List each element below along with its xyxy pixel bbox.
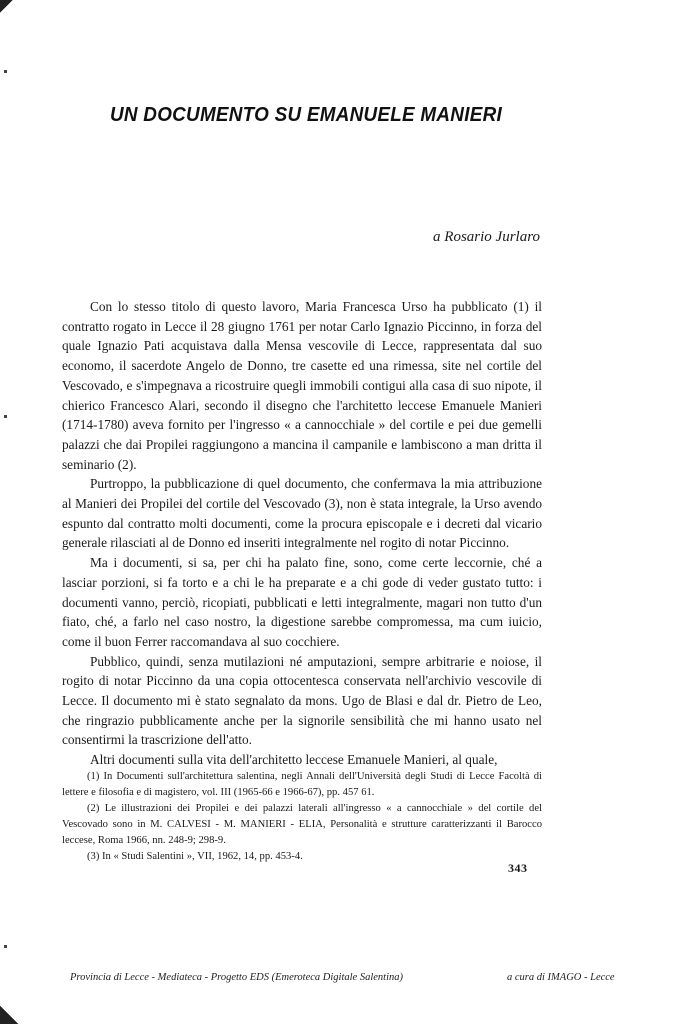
footnotes bbox=[62, 769, 542, 865]
footnote-3: (3) In « Studi Salentini », VII, 1962, 14, pp. 453-4. bbox=[87, 851, 303, 862]
scan-mark bbox=[4, 945, 7, 948]
footer-credit-left: Provincia di Lecce - Mediateca - Progetto EDS (Emeroteca Digitale Salentina) bbox=[70, 972, 403, 983]
page-number: 343 bbox=[508, 861, 528, 875]
scan-edge-top-left bbox=[0, 0, 22, 14]
footnote-1: (1) In Documenti sull'architettura salentina, negli Annali dell'Università degli Studi di Lecce Facoltà di lettere e filosofia e di magistero, vol. III (1965-66 e 1966-67), pp. 457 61. bbox=[62, 771, 542, 798]
scan-mark bbox=[4, 415, 7, 418]
body-paragraph: Con lo stesso titolo di questo lavoro, Maria Francesca Urso ha pubblicato (1) il contratto rogato in Lecce il 28 giugno 1761 per notar Carlo Ignazio Piccinno, in forza del quale Ignazio Pati acquistava dalla Mensa vescovile di Lecce, rappresentata dal suo economo, il sacerdote Angelo de Donno, tre casette ed una rimessa, site nel cortile del Vescovado, e s'impegnava a ricostruire quegli immobili contigui alla casa di suo nipote, il chierico Francesco Alari, secondo il disegno che l'architetto leccese Emanuele Manieri (1714-1780) aveva fornito per l'ingresso « a cannocchiale » del cortile e pei due gemelli palazzi che dai Propilei raggiungono a mancina il campanile e lambiscono a man dritta il seminario (2). bbox=[62, 299, 542, 472]
article-body bbox=[62, 297, 542, 770]
body-paragraph: Altri documenti sulla vita dell'architetto leccese Emanuele Manieri, al quale, bbox=[90, 752, 498, 768]
body-paragraph: Ma i documenti, si sa, per chi ha palato fine, sono, come certe leccornie, ché a lasciar porzioni, si fa torto e a chi le ha preparate e a chi gode di veder gustato tutto: i documenti vanno, perciò, ricopiati, pubblicati e letti integralmente, magari non tutto d'un fiato, ché, a farlo nel caso nostro, la digestione sarebbe compromessa, ma cum iuicio, come il buon Ferrer raccomandava al suo cocchiere. bbox=[62, 555, 542, 649]
scan-mark bbox=[4, 70, 7, 73]
body-paragraph: Pubblico, quindi, senza mutilazioni né amputazioni, sempre arbitrarie e noiose, il rogito di notar Piccinno da una copia ottocentesca conservata nell'archivio vescovile di Lecce. Il documento mi è stato segnalato da mons. Ugo de Blasi e dal dr. Pietro de Leo, che ringrazio pubblicamente anche per la signorile sensibilità che mi hanno usato nel consentirmi la trascrizione dell'atto. bbox=[62, 653, 542, 748]
scan-edge-bottom-left bbox=[0, 994, 30, 1024]
body-paragraph: Purtroppo, la pubblicazione di quel documento, che confermava la mia attribuzione al Manieri dei Propilei del cortile del Vescovado (3), non è stata integrale, la Urso avendo espunto dal contratto molti documenti, come la procura episcopale e i decreti dal vicario generale rilasciati al de Donno ed inseriti integralmente nel rogito di notar Piccinno. bbox=[62, 476, 542, 551]
footer-credit-right: a cura di IMAGO - Lecce bbox=[507, 972, 615, 983]
footnote-2: (2) Le illustrazioni dei Propilei e dei palazzi laterali all'ingresso « a cannocchiale » del cortile del Vescovado sono in M. CALVESI - M. MANIERI - ELIA, Personalità e strutture caratterizzanti il Barocco leccese, Roma 1966, nn. 248-9; 298-9. bbox=[62, 803, 542, 846]
article-title: UN DOCUMENTO SU EMANUELE MANIERI bbox=[110, 103, 502, 126]
article-author: a Rosario Jurlaro bbox=[433, 229, 540, 245]
